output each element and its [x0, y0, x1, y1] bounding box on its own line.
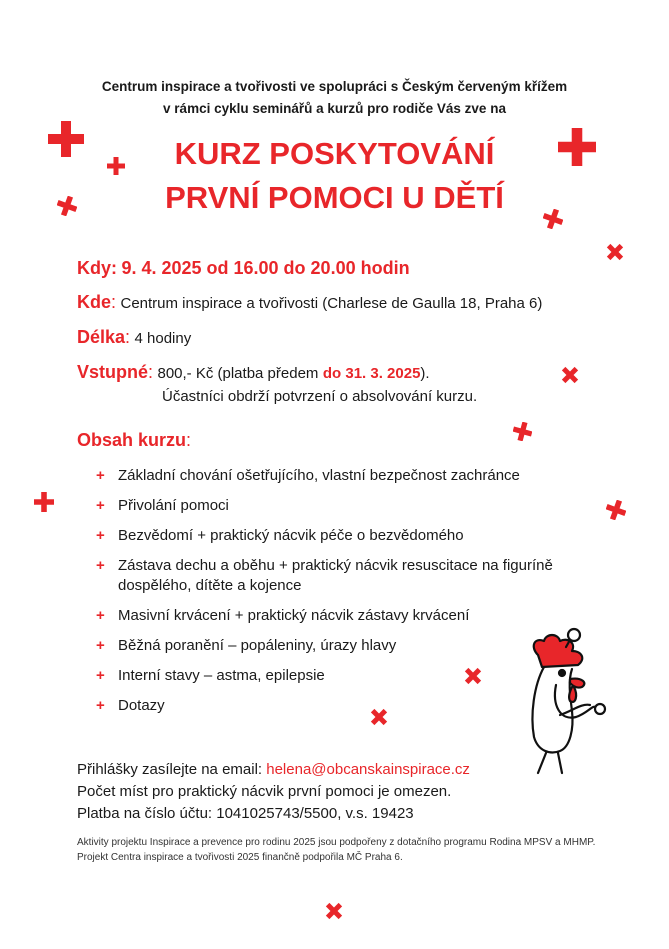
red-cross-icon	[34, 492, 54, 512]
fee-label: Vstupné	[77, 362, 149, 382]
length-value: 4 hodiny	[134, 330, 192, 347]
page-title-line-1: KURZ POSKYTOVÁNÍ	[174, 136, 495, 171]
list-item: + Běžná poranění – popáleniny, úrazy hlavy	[96, 637, 397, 654]
list-item: + Dotazy	[96, 697, 165, 714]
fee-deadline: do 31. 3. 2025	[322, 365, 421, 382]
when-row	[77, 258, 410, 279]
list-item: + Přivolání pomoci	[96, 497, 229, 514]
capacity-note: Počet míst pro praktický nácvik první pomoci je omezen.	[77, 783, 452, 800]
content-heading: Obsah kurzu:	[77, 430, 192, 450]
fee-row: Vstupné: 800,- Kč (platba předem do 31. 3. 2025).	[77, 362, 430, 382]
red-cross-icon	[561, 366, 579, 384]
certificate-note: Účastníci obdrží potvrzení o absolvování kurzu.	[162, 388, 478, 405]
length-row: Délka: 4 hodiny	[77, 327, 192, 347]
where-row: Kde: Centrum inspirace a tvořivosti (Charlese de Gaulla 18, Praha 6)	[77, 292, 543, 312]
when-label: Kdy:	[77, 258, 117, 278]
payment-info: Platba na číslo účtu: 1041025743/5500, v.s. 19423	[77, 805, 414, 822]
intro-line-1: Centrum inspirace a tvořivosti ve spolupráci s Českým červeným křížem	[101, 79, 568, 94]
footnote: Aktivity projektu Inspirace a prevence pro rodinu 2025 jsou podpořeny z dotačního programu Rodina MPSV a MHMP. Projekt Centra inspirace a tvořivosti 2025 finančně podpořila MČ Praha 6.	[77, 837, 596, 863]
length-label: Délka	[77, 327, 126, 347]
list-item: + Zástava dechu a oběhu + praktický nácvik resuscitace na figuríně dospělého, dítěte a kojence	[96, 557, 553, 594]
red-cross-icon	[606, 500, 626, 520]
list-item: + Masivní krvácení + praktický nácvik zástavy krvácení	[96, 607, 470, 624]
list-item: + Základní chování ošetřujícího, vlastní bezpečnost zachránce	[96, 467, 520, 484]
intro-line-2: v rámci cyklu seminářů a kurzů pro rodiče Vás zve na	[163, 101, 506, 116]
email-link[interactable]: helena@obcanskainspirace.cz	[266, 761, 470, 778]
red-cross-icon	[325, 902, 343, 920]
fee-value-post: ).	[420, 365, 430, 382]
red-cross-icon	[606, 243, 624, 261]
page-title-line-2: PRVNÍ POMOCI U DĚTÍ	[165, 180, 504, 215]
fee-value: 800,- Kč (platba předem	[157, 365, 319, 382]
email-row: Přihlášky zasílejte na email: helena@obcanskainspirace.cz	[77, 761, 470, 778]
when-value: 9. 4. 2025 od 16.00 do 20.00 hodin	[121, 258, 410, 278]
where-value: Centrum inspirace a tvořivosti (Charlese de Gaulla 18, Praha 6)	[120, 295, 543, 312]
red-cross-icon	[513, 422, 532, 441]
list-item: + Interní stavy – astma, epilepsie	[96, 667, 325, 684]
chicken-doctor-mascot	[516, 625, 608, 775]
list-item: + Bezvědomí + praktický nácvik péče o bezvědomého	[96, 527, 464, 544]
where-label: Kde	[77, 292, 112, 312]
